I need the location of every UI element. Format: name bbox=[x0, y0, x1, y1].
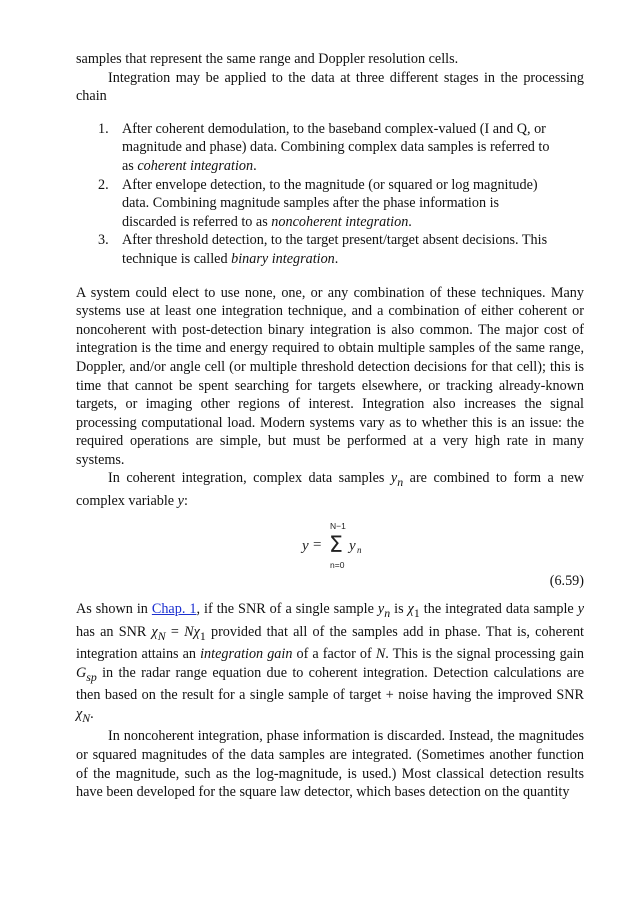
var-y: y bbox=[577, 601, 585, 618]
text-run: . This is the signal processing gain bbox=[385, 646, 584, 663]
sub-N: N bbox=[157, 628, 166, 643]
summation-equation bbox=[300, 518, 390, 574]
text-run: are combined to form a new complex variable bbox=[76, 470, 584, 509]
list-item-number: 3. bbox=[98, 232, 109, 249]
list-item-text: After envelope detection, to the magnitude (or squared or log magnitude) data. Combining magnitude samples after the phase information is discarded is referred to as bbox=[122, 176, 538, 230]
list-item-term: coherent integration bbox=[137, 157, 254, 174]
text-run: is bbox=[390, 601, 408, 618]
text-run: . bbox=[90, 705, 94, 722]
var-y: y bbox=[177, 492, 184, 509]
equation-block bbox=[76, 512, 584, 596]
list-item-number: 2. bbox=[98, 176, 109, 193]
text-run: As shown in bbox=[76, 601, 152, 618]
var-chi: χ bbox=[193, 623, 200, 640]
var-y: y bbox=[377, 601, 385, 618]
sub-one: 1 bbox=[199, 628, 206, 643]
var-N: N bbox=[375, 646, 386, 663]
eq-term: y bbox=[349, 538, 356, 555]
var-G: G bbox=[76, 664, 87, 681]
intro-line: samples that represent the same range and Doppler resolution cells. bbox=[76, 51, 459, 67]
sigma-symbol: Σ bbox=[329, 533, 343, 559]
text-run: , if the SNR of a single sample bbox=[196, 601, 378, 618]
sub-N: N bbox=[82, 710, 91, 725]
list-item-text: After threshold detection, to the target present/target absent decisions. This technique is called bbox=[122, 232, 548, 267]
text-run: In coherent integration, complex data samples bbox=[108, 470, 391, 487]
var-y: y bbox=[390, 470, 398, 487]
intro-paragraph: Integration may be applied to the data at three different stages in the processing chain bbox=[76, 69, 584, 105]
equation-number: (6.59) bbox=[549, 573, 584, 590]
sub-n: n bbox=[384, 606, 391, 621]
sum-upper-limit: N−1 bbox=[330, 521, 346, 532]
list-item bbox=[76, 176, 584, 232]
list-item-text: After coherent demodulation, to the baseband complex-valued (I and Q, or magnitude and phase) data. Combining complex data samples is referred to as bbox=[122, 120, 550, 174]
coherent-paragraph bbox=[76, 469, 584, 510]
noncoherent-paragraph: In noncoherent integration, phase information is discarded. Instead, the magnitudes or squared magnitudes of the data samples are integrated. (Sometimes another function of the magnitude, such as the log-magnitude, is used.) Most classical detection results have been developed for the square law detector, which bases detection on the quantity bbox=[76, 728, 584, 801]
list-item bbox=[76, 120, 584, 176]
chapter-link[interactable]: Chap. 1 bbox=[151, 601, 197, 618]
snr-paragraph bbox=[76, 600, 584, 727]
list-item-term: binary integration bbox=[231, 250, 335, 267]
sub-sp: sp bbox=[86, 669, 97, 684]
eq-equals: = bbox=[313, 537, 322, 554]
sub-one: 1 bbox=[413, 606, 420, 621]
var-chi: χ bbox=[407, 601, 414, 618]
integration-gain-term: integration gain bbox=[200, 646, 293, 663]
eq-lhs: y bbox=[302, 538, 309, 555]
list-item-number: 1. bbox=[98, 120, 109, 137]
text-run: in the radar range equation due to coherent integration. Detection calculations are then based on the result for a single sample of target + noise having the improved SNR bbox=[76, 664, 584, 704]
text-run: has an SNR bbox=[76, 623, 152, 640]
integration-stages-list bbox=[76, 120, 584, 269]
list-item-period: . bbox=[253, 157, 257, 174]
text-run: : bbox=[183, 492, 188, 509]
sub-n: n bbox=[397, 475, 404, 490]
list-item-term: noncoherent integration bbox=[271, 213, 409, 230]
var-N: N bbox=[184, 623, 194, 640]
var-chi: χ bbox=[151, 623, 158, 640]
text-run: of a factor of bbox=[292, 646, 376, 663]
list-item-period: . bbox=[334, 250, 339, 267]
text-run: the integrated data sample bbox=[419, 601, 578, 618]
list-item-period: . bbox=[408, 213, 412, 230]
text-run: = bbox=[165, 623, 185, 640]
system-paragraph: A system could elect to use none, one, or any combination of these techniques. Many systems use at least one integration technique, and a combination of either coherent or noncoherent with post-detection binary integration is also common. The major cost of integration is the time and energy required to obtain multiple samples of the same range, Doppler, and/or angle cell (or multiple threshold detection decisions for that cell); this is time that cannot be spent searching for targets elsewhere, or tracking already-known targets, or imaging other regions of interest. Integration also increases the signal processing computational load. Modern systems vary as to whether this is an issue: the required operations are simple, but must be performed at a very high rate in many systems. bbox=[76, 284, 584, 468]
sum-lower-limit: n=0 bbox=[330, 560, 345, 571]
var-chi: χ bbox=[76, 705, 83, 722]
text-run: provided that all of the samples add in phase. That is, coherent integration attains an bbox=[76, 623, 584, 663]
list-item bbox=[76, 231, 584, 268]
eq-term-sub: n bbox=[357, 545, 362, 556]
document-page bbox=[76, 50, 584, 802]
